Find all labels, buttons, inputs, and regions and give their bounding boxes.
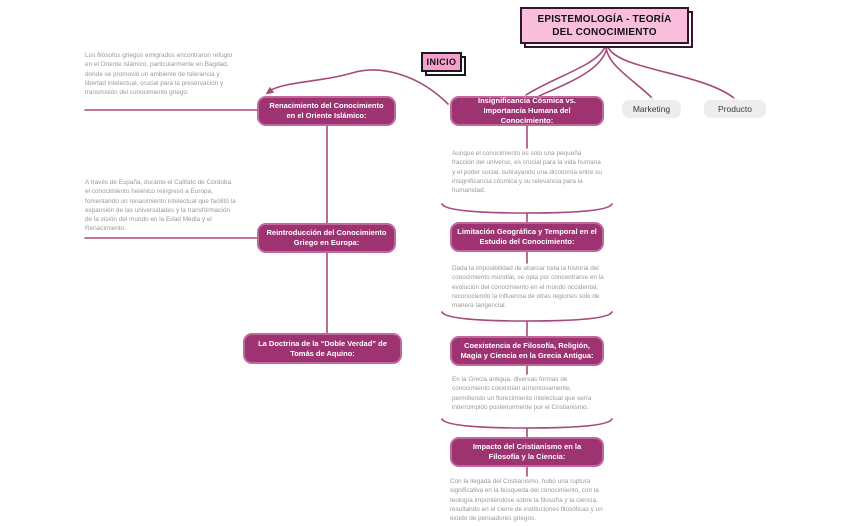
node-impacto-cristianismo[interactable]: Impacto del Cristianismo en la Filosofía y la Ciencia: [450,437,604,467]
node-coexistencia-grecia[interactable]: Coexistencia de Filosofía, Religión, Magia y Ciencia en la Grecia Antigua: [450,336,604,366]
note-grecia-antigua[interactable]: En la Grecia antigua, diversas formas de conocimiento coexistían armoniosamente, permitiendo un florecimiento intelectual que sería interrumpido posteriormente por el Cristianismo. [452,376,592,411]
central-topic-label: EPISTEMOLOGÍA - TEORÍA DEL CONOCIMIENTO [520,7,689,44]
note-califato-cordoba[interactable]: A través de España, durante el Califato de Córdoba, el conocimiento helénico reingresó a Europa, fomentando un renacimiento intelectual que facilitó la expansión de las universidades y la transformación de la visión del mundo en la Edad Media y el Renacimiento. [85,179,236,233]
note-llegada-cristianismo[interactable]: Con la llegada del Cristianismo, hubo una ruptura significativa en la búsqueda del conocimiento, con la teología imponiéndose sobre la filosofía y la ciencia, resultando en el cierre de instituciones filosóficas y un éxodo de pensadores griegos. [450,478,603,523]
node-insignificancia-cosmica[interactable]: Insignificancia Cósmica vs. Importancia Humana del Conocimiento: [450,96,604,126]
node-marketing-label: Marketing [632,104,671,114]
center-arc-1 [442,204,612,213]
node-producto-label: Producto [717,104,753,114]
center-arc-2 [442,312,612,321]
node-doctrina-doble-verdad[interactable]: La Doctrina de la “Doble Verdad” de Tomás de Aquino: [243,333,402,364]
branch-curve-to-insignificancia-outer [526,47,605,95]
note-filosofos-griegos[interactable]: Los filósofos griegos emigrados encontraron refugio en el Oriente islámico, particularmente en Bagdad, donde se promovió un ambiente de tolerancia y libertad intelectual, crucial para la preservación y transmisión del conocimiento griego. [85,52,233,97]
central-topic-node[interactable] [520,7,689,44]
note-conocimiento-universo[interactable]: Aunque el conocimiento es solo una pequeña fracción del universo, es crucial para la vida humana y el poder social, subrayando una dicotomía entre su insignificancia cósmica y su relevancia para la humanidad. [452,150,602,195]
node-limitacion-geografica[interactable]: Limitación Geográfica y Temporal en el Estudio del Conocimiento: [450,222,604,252]
node-marketing[interactable] [622,100,681,118]
inicio-label: INICIO [421,52,462,72]
center-arc-3 [442,419,612,428]
node-producto[interactable] [704,100,766,118]
node-renacimiento-oriente-islamico[interactable]: Renacimiento del Conocimiento en el Oriente Islámico: [257,96,396,126]
branch-curve-to-marketing [606,47,652,98]
note-mundo-occidental[interactable]: Dada la imposibilidad de abarcar toda la historia del conocimiento mundial, se opta por concentrarse en la evolución del conocimiento en el mundo occidental, reconociendo la influencia de otras regiones solo de manera tangencial. [452,265,604,310]
inicio-node[interactable] [421,52,462,72]
cross-link-arrowhead [266,87,275,95]
branch-curve-to-producto [608,47,734,98]
node-reintroduccion-europa[interactable]: Reintroducción del Conocimiento Griego en Europa: [257,223,396,253]
